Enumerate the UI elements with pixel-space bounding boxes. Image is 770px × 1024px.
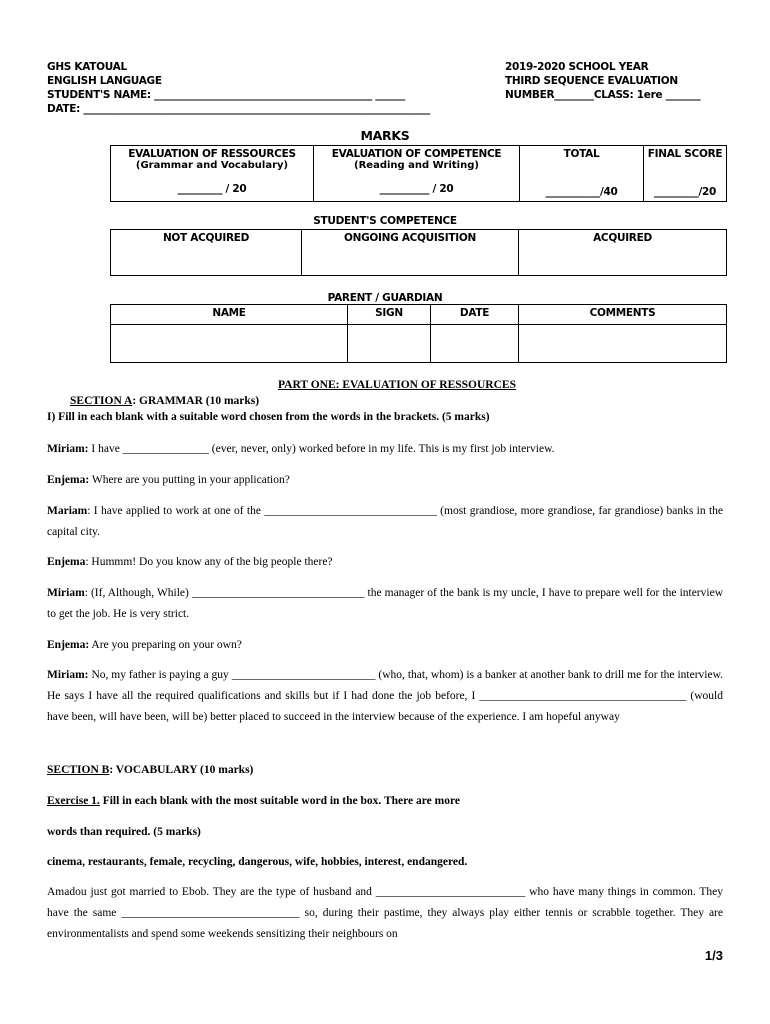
parent-date-cell [431,325,519,363]
school-name: GHS KATOUAL [47,61,127,73]
section-b-label: SECTION B [47,764,110,776]
marks-ressources-score: _________ / 20 [177,183,247,195]
marks-title: MARKS [360,128,410,143]
marks-total-title: TOTAL [563,148,600,160]
dialogue-text: : Hummm! Do you know any of the big people there? [85,556,333,568]
marks-final-title: FINAL SCORE [647,148,723,160]
ongoing-acquisition-cell: ONGOING ACQUISITION [302,230,519,276]
part-one-title: PART ONE: EVALUATION OF RESSOURCES [278,379,516,391]
dialogue-line [47,552,723,573]
speaker-label: Mariam [47,505,88,517]
exercise-1-line2: words than required. (5 marks) [47,826,201,838]
speaker-label: Enjema: [47,639,90,651]
marks-competence-cell [314,146,520,202]
parent-name-header: NAME [111,305,348,325]
marks-competence-sub: (Reading and Writing) [354,160,479,171]
speaker-label: Miriam: [47,669,89,681]
dialogue-text: Are you preparing on your own? [89,639,242,651]
dialogue-line [47,439,723,460]
marks-final-cell [644,146,727,202]
speaker-label: Miriam [47,587,85,599]
grammar-instruction: I) Fill in each blank with a suitable word chosen from the words in the brackets. (5 marks) [47,411,490,423]
exercise-1-passage: Amadou just got married to Ebob. They are the type of husband and __________________________ who have many things in common. They have the same _______________________________ so, during their pastime, they always play either tennis or scrabble together. They are environmentalists and spend some weekends sensitizing their neighbours on [47,886,723,940]
school-year: 2019-2020 SCHOOL YEAR [505,61,649,73]
parent-sign-cell [348,325,431,363]
dialogue-line [47,635,723,656]
dialogue-line [47,470,723,491]
section-b-heading [47,760,723,781]
header-left [47,60,430,116]
dialogue-line [47,665,723,728]
parent-sign-header: SIGN [348,305,431,325]
section-b-rest: : VOCABULARY (10 marks) [109,764,254,776]
parent-comments-cell [519,325,727,363]
section-a-rest: : GRAMMAR (10 marks) [132,395,260,407]
acquired-cell: ACQUIRED [519,230,727,276]
dialogue-text: : (If, Although, While) ______________________________ the manager of the bank is my uncle, I have to prepare well for the interview to get the job. He is very strict. [47,587,723,620]
word-box: cinema, restaurants, female, recycling, dangerous, wife, hobbies, interest, endangered. [47,856,468,868]
date-field: DATE: ______________________________________________________________________ [47,103,430,115]
marks-competence-title: EVALUATION OF COMPETENCE [331,148,502,160]
exercise-1-instruction [47,791,723,812]
marks-total-score: ___________/40 [545,186,618,198]
competence-table [110,229,727,276]
parent-name-cell [111,325,348,363]
marks-final-score: _________/20 [653,186,717,198]
page-number: 1/3 [704,948,723,963]
student-name-field: STUDENT'S NAME: ____________________________________________ ______ [47,89,405,101]
number-class-field: NUMBER________CLASS: 1ere _______ [505,89,701,101]
marks-ressources-cell [111,146,314,202]
marks-ressources-sub: (Grammar and Vocabulary) [135,160,289,171]
subject: ENGLISH LANGUAGE [47,75,162,87]
marks-total-cell [520,146,644,202]
speaker-label: Enjema: [47,474,90,486]
speaker-label: Miriam: [47,443,89,455]
section-a-heading [70,393,746,409]
parent-table [110,304,727,363]
dialogue-text: Where are you putting in your application? [89,474,290,486]
parent-date-header: DATE [431,305,519,325]
header-right [505,60,700,102]
dialogue-text: : I have applied to work at one of the ______________________________ (most grandiose, more grandiose, far grandiose) banks in the capital city. [47,505,723,538]
sequence-title: THIRD SEQUENCE EVALUATION [505,75,678,87]
marks-table [110,145,727,202]
exercise-1-label: Exercise 1. [47,795,100,807]
dialogue-text: No, my father is paying a guy _________________________ (who, that, whom) is a banker at another bank to drill me for the interview. He says I have all the required qualifications and skills but if I had done the job before, I ____________________________________ (would have been, will have been, will be) better placed to succeed in the interview because of the experience. I am hopeful anyway [47,669,723,723]
dialogue-text: I have _______________ (ever, never, only) worked before in my life. This is my first job interview. [88,443,555,455]
section-a-label: SECTION A [70,395,133,407]
not-acquired-cell: NOT ACQUIRED [111,230,302,276]
exercise-1-line1: Fill in each blank with the most suitable word in the box. There are more [99,795,460,807]
parent-comments-header: COMMENTS [519,305,727,325]
speaker-label: Enjema [47,556,86,568]
marks-competence-score: __________ / 20 [379,183,454,195]
competence-title: STUDENT'S COMPETENCE [313,215,457,227]
marks-ressources-title: EVALUATION OF RESSOURCES [128,148,296,160]
dialogue-line [47,583,723,625]
parent-title: PARENT / GUARDIAN [327,292,443,304]
dialogue-line [47,501,723,543]
